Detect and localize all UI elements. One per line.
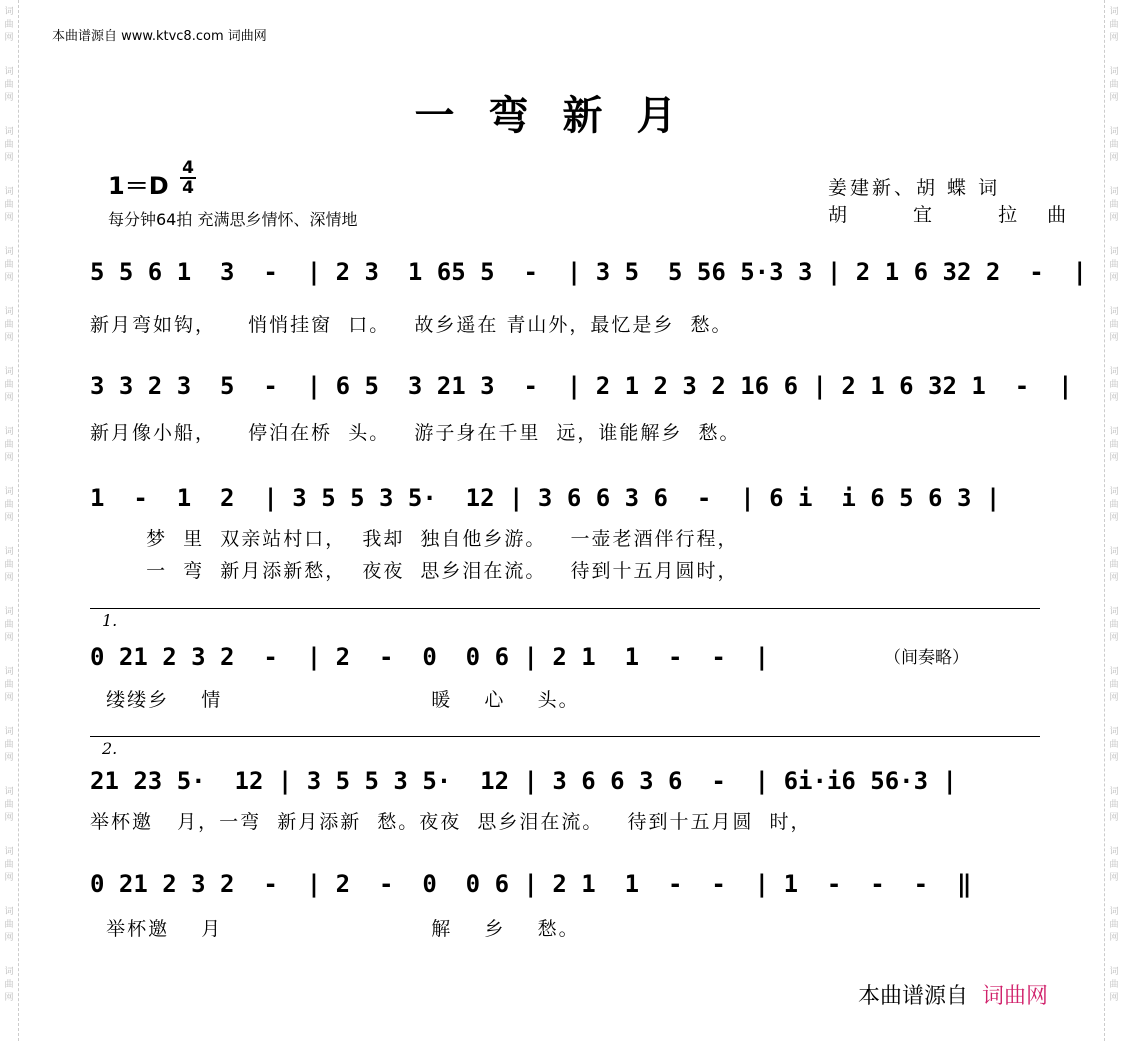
footer-source-text: 本曲谱源自 bbox=[858, 984, 969, 1009]
watermark-text: 词 曲 网 bbox=[4, 67, 14, 103]
watermark-text: 词 曲 网 bbox=[4, 907, 14, 943]
watermark-text: 词 曲 网 bbox=[4, 547, 14, 583]
watermark-text: 词 曲 网 bbox=[4, 307, 14, 343]
time-signature-bottom: 4 bbox=[182, 178, 194, 198]
notation-line: 0 21 2 3 2 - | 2 - 0 0 6 | 2 1 1 - - | 1 - - - ‖ bbox=[90, 870, 972, 898]
lyricist-credit: 姜建新、胡 蝶 词 bbox=[828, 177, 1001, 199]
watermark-text: 词 曲 网 bbox=[1109, 607, 1119, 643]
song-title: 一弯新月 bbox=[414, 92, 711, 139]
score-row-4-first-ending bbox=[90, 608, 1040, 711]
time-signature-top: 4 bbox=[182, 158, 194, 178]
watermark-text: 词 曲 网 bbox=[4, 487, 14, 523]
lyric-line-verse-1: 梦 里 双亲站村口， 我却 独自他乡游。 一壶老酒伴行程， bbox=[130, 528, 739, 550]
score-row-5-second-ending bbox=[90, 736, 1040, 837]
first-ending-label: 1. bbox=[102, 611, 118, 630]
watermark-text: 词 曲 网 bbox=[4, 967, 14, 1003]
watermark-text: 词 曲 网 bbox=[1109, 907, 1119, 943]
watermark-text: 词 曲 网 bbox=[4, 607, 14, 643]
right-watermark-strip bbox=[1104, 0, 1123, 1041]
watermark-text: 词 曲 网 bbox=[4, 787, 14, 823]
score-row-2 bbox=[90, 372, 1073, 444]
watermark-text: 词 曲 网 bbox=[4, 367, 14, 403]
watermark-text: 词 曲 网 bbox=[1109, 727, 1119, 763]
watermark-text: 词 曲 网 bbox=[1109, 667, 1119, 703]
tempo-marking: 每分钟64拍 充满思乡情怀、深情地 bbox=[108, 210, 358, 229]
composer-credit: 胡 宜 拉曲 bbox=[828, 204, 1097, 226]
watermark-text: 词 曲 网 bbox=[1109, 7, 1119, 43]
watermark-text: 词 曲 网 bbox=[1109, 367, 1119, 403]
lyric-line: 举杯邀 月 解 乡 愁。 bbox=[90, 918, 580, 940]
header-source-note: 本曲谱源自 www.ktvc8.com 词曲网 bbox=[52, 29, 267, 44]
score-row-6 bbox=[90, 870, 1040, 940]
watermark-text: 词 曲 网 bbox=[1109, 427, 1119, 463]
interlude-note: （间奏略） bbox=[884, 648, 969, 668]
watermark-text: 词 曲 网 bbox=[1109, 247, 1119, 283]
watermark-text: 词 曲 网 bbox=[4, 7, 14, 43]
watermark-text: 词 曲 网 bbox=[4, 727, 14, 763]
watermark-text: 词 曲 网 bbox=[1109, 787, 1119, 823]
watermark-text: 词 曲 网 bbox=[1109, 67, 1119, 103]
second-ending-label: 2. bbox=[102, 739, 118, 758]
notation-line: 1 - 1 2 | 3 5 5 3 5· 12 | 3 6 6 3 6 - | 6 i i 6 5 6 3 | bbox=[90, 484, 1001, 512]
watermark-text: 词 曲 网 bbox=[1109, 847, 1119, 883]
score-row-1 bbox=[90, 258, 1087, 336]
score-row-3 bbox=[90, 484, 1040, 582]
lyric-line: 新月像小船， 停泊在桥 头。 游子身在千里 远，谁能解乡 愁。 bbox=[90, 422, 741, 444]
footer-site-link[interactable]: 词曲网 bbox=[982, 984, 1049, 1009]
notation-line: 21 23 5· 12 | 3 5 5 3 5· 12 | 3 6 6 3 6 - | 6i·i6 56·3 | bbox=[90, 767, 957, 795]
left-watermark-strip bbox=[0, 0, 19, 1041]
watermark-text: 词 曲 网 bbox=[1109, 307, 1119, 343]
watermark-text: 词 曲 网 bbox=[4, 247, 14, 283]
lyric-line-verse-2: 一 弯 新月添新愁， 夜夜 思乡泪在流。 待到十五月圆时， bbox=[130, 560, 739, 582]
time-signature bbox=[180, 160, 196, 196]
lyric-line: 举杯邀 月，一弯 新月添新 愁。夜夜 思乡泪在流。 待到十五月圆 时， bbox=[90, 811, 812, 833]
notation-line: 5 5 6 1 3 - | 2 3 1 65 5 - | 3 5 5 56 5·3 3 | 2 1 6 32 2 - | bbox=[90, 258, 1087, 286]
watermark-text: 词 曲 网 bbox=[1109, 127, 1119, 163]
lyric-line: 缕缕乡 情 暖 心 头。 bbox=[90, 689, 580, 711]
watermark-text: 词 曲 网 bbox=[1109, 547, 1119, 583]
notation-line: 0 21 2 3 2 - | 2 - 0 0 6 | 2 1 1 - - | bbox=[90, 643, 770, 671]
watermark-text: 词 曲 网 bbox=[4, 127, 14, 163]
watermark-text: 词 曲 网 bbox=[4, 847, 14, 883]
watermark-text: 词 曲 网 bbox=[4, 667, 14, 703]
watermark-text: 词 曲 网 bbox=[1109, 967, 1119, 1003]
watermark-text: 词 曲 网 bbox=[4, 187, 14, 223]
watermark-text: 词 曲 网 bbox=[1109, 487, 1119, 523]
key-signature: 1＝D bbox=[108, 172, 169, 200]
watermark-text: 词 曲 网 bbox=[4, 427, 14, 463]
lyric-line: 新月弯如钩， 悄悄挂窗 口。 故乡遥在 青山外，最忆是乡 愁。 bbox=[90, 314, 733, 336]
footer-source bbox=[858, 979, 1048, 1010]
watermark-text: 词 曲 网 bbox=[1109, 187, 1119, 223]
notation-line: 3 3 2 3 5 - | 6 5 3 21 3 - | 2 1 2 3 2 16 6 | 2 1 6 32 1 - | bbox=[90, 372, 1073, 400]
